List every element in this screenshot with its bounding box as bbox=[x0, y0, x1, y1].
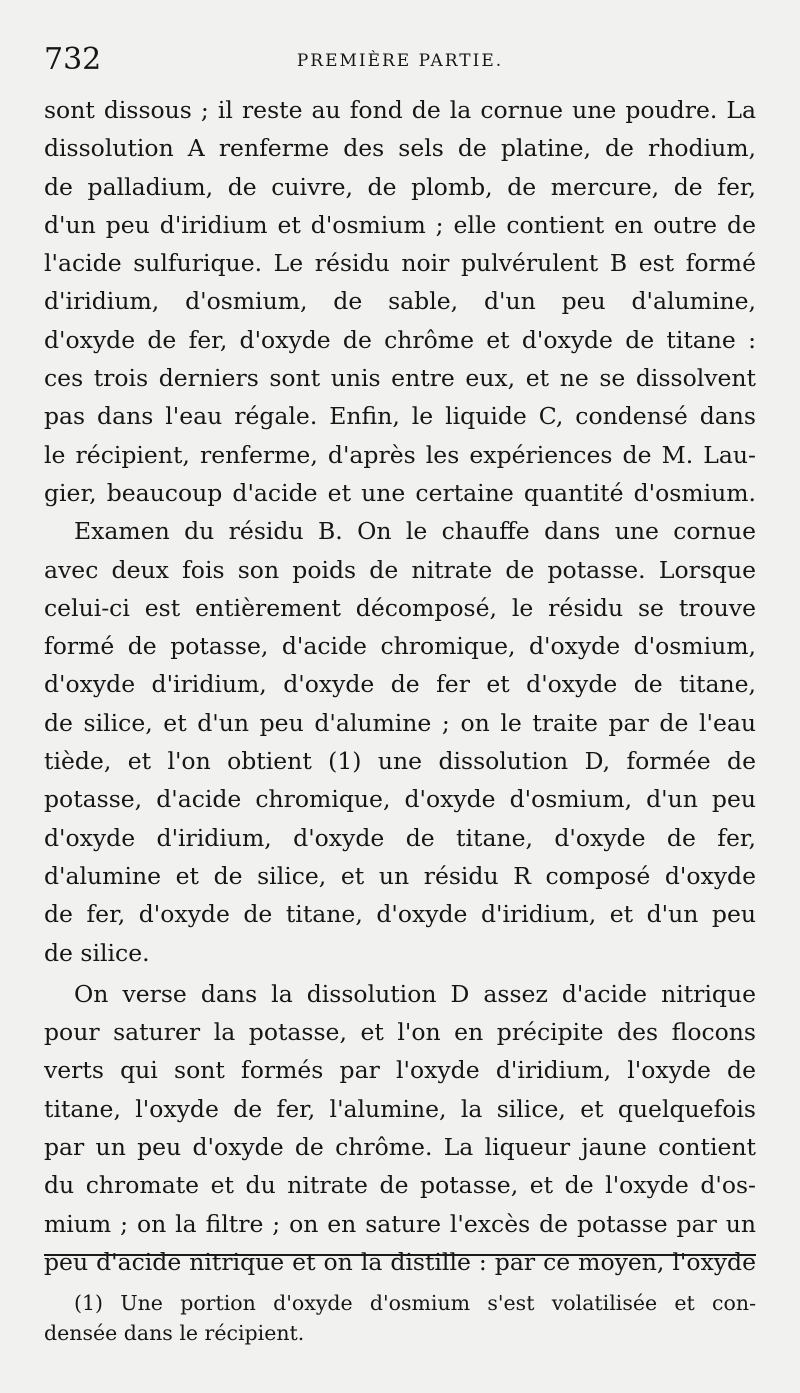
page-header bbox=[44, 40, 756, 80]
text-line: potasse, d'acide chromique, d'oxyde d'osmium, d'un peu bbox=[44, 785, 756, 814]
text-line: mium ; on la filtre ; on en sature l'excès de potasse par un bbox=[44, 1209, 756, 1238]
text-line: le récipient, renferme, d'après les expériences de M. Lau- bbox=[44, 440, 756, 469]
text-line: de silice, et d'un peu d'alumine ; on le traite par de l'eau bbox=[44, 708, 756, 737]
text-line: titane, l'oxyde de fer, l'alumine, la silice, et quelquefois bbox=[44, 1094, 756, 1123]
text-line: d'un peu d'iridium et d'osmium ; elle contient en outre de bbox=[44, 210, 756, 239]
section-heading-line: Examen du résidu B. On le chauffe dans une cornue bbox=[74, 517, 756, 546]
page-number: 732 bbox=[44, 42, 102, 77]
footnote-rule bbox=[44, 1254, 756, 1256]
text-line: l'acide sulfurique. Le résidu noir pulvérulent B est formé bbox=[44, 249, 756, 278]
text-line: du chromate et du nitrate de potasse, et de l'oxyde d'os- bbox=[44, 1171, 756, 1200]
text-line: sont dissous ; il reste au fond de la cornue une poudre. La bbox=[44, 96, 756, 124]
text-line: celui-ci est entièrement décomposé, le résidu se trouve bbox=[44, 593, 756, 622]
text-line: d'oxyde de fer, d'oxyde de chrôme et d'oxyde de titane : bbox=[44, 325, 756, 354]
text-line: ces trois derniers sont unis entre eux, et ne se dissolvent bbox=[44, 364, 756, 393]
running-head: PREMIÈRE PARTIE. bbox=[296, 51, 504, 71]
footnote bbox=[44, 1288, 756, 1348]
text-line: formé de potasse, d'acide chromique, d'oxyde d'osmium, bbox=[44, 632, 756, 661]
text-line: gier, beaucoup d'acide et une certaine quantité d'osmium. bbox=[44, 478, 756, 507]
footnote-line: (1) Une portion d'oxyde d'osmium s'est volatilisée et con- bbox=[74, 1291, 756, 1315]
text-line: pas dans l'eau régale. Enfin, le liquide C, condensé dans bbox=[44, 402, 756, 431]
text-line: d'oxyde d'iridium, d'oxyde de fer et d'oxyde de titane, bbox=[44, 670, 756, 699]
text-line: avec deux fois son poids de nitrate de potasse. Lorsque bbox=[44, 555, 756, 584]
text-line: d'alumine et de silice, et un résidu R composé d'oxyde bbox=[44, 861, 756, 890]
text-line: tiède, et l'on obtient (1) une dissolution D, formée de bbox=[44, 747, 756, 776]
body-text bbox=[44, 91, 756, 1281]
text-line: de palladium, de cuivre, de plomb, de mercure, de fer, bbox=[44, 172, 756, 201]
paragraph-first-line: On verse dans la dissolution D assez d'acide nitrique bbox=[74, 979, 756, 1008]
text-line: peu d'acide nitrique et on la distille : par ce moyen, l'oxyde bbox=[44, 1247, 756, 1276]
text-line: pour saturer la potasse, et l'on en précipite des flocons bbox=[44, 1018, 756, 1047]
text-line: verts qui sont formés par l'oxyde d'iridium, l'oxyde de bbox=[44, 1056, 756, 1085]
text-line: par un peu d'oxyde de chrôme. La liqueur jaune contient bbox=[44, 1133, 756, 1162]
footnote-line: densée dans le récipient. bbox=[44, 1321, 305, 1345]
text-line: de silice. bbox=[44, 938, 150, 967]
text-line: de fer, d'oxyde de titane, d'oxyde d'iridium, et d'un peu bbox=[44, 900, 756, 929]
text-line: d'iridium, d'osmium, de sable, d'un peu d'alumine, bbox=[44, 287, 756, 316]
text-line: d'oxyde d'iridium, d'oxyde de titane, d'oxyde de fer, bbox=[44, 823, 756, 852]
text-line: dissolution A renferme des sels de platine, de rhodium, bbox=[44, 134, 756, 163]
